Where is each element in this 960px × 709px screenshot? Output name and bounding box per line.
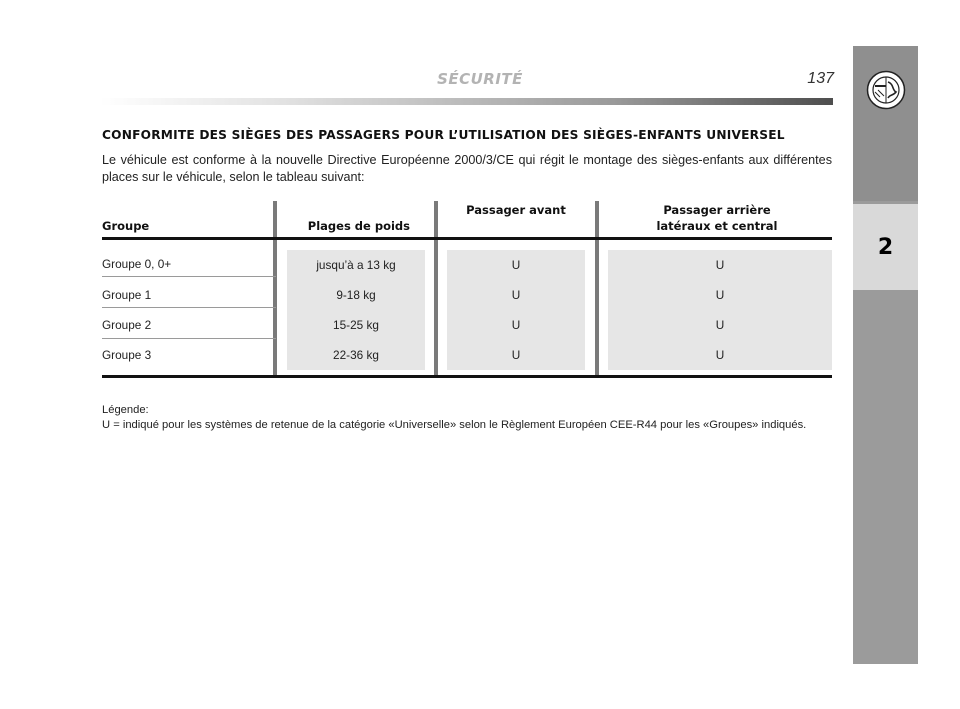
table-header-rule xyxy=(102,237,832,240)
alfa-romeo-logo-icon xyxy=(866,70,906,110)
table-cell-weight: 15-25 kg xyxy=(287,310,425,340)
legend-text: U = indiqué pour les systèmes de retenue de la catégorie «Universelle» selon le Règlement Européen CEE-R44 pour les «Groupes» indiqués. xyxy=(102,419,807,431)
column-header-weight: Plages de poids xyxy=(307,219,410,233)
column-header-rear-line1: Passager arrière xyxy=(663,203,771,217)
header-rule xyxy=(100,98,833,105)
column-separator xyxy=(595,201,599,376)
table-cell-rear: U xyxy=(608,280,832,310)
column-header-rear-line2: latéraux et central xyxy=(656,219,778,233)
table-row-group: Groupe 0, 0+ xyxy=(102,257,172,271)
table-cell-front: U xyxy=(447,280,585,310)
row-divider xyxy=(102,307,276,308)
chapter-tab-strip xyxy=(853,46,918,664)
chapter-tab-active[interactable] xyxy=(853,204,918,290)
tab-lower-area xyxy=(853,293,918,664)
page-number: 137 xyxy=(807,70,834,87)
table-cell-rear: U xyxy=(608,310,832,340)
section-title: CONFORMITE DES SIÈGES DES PASSAGERS POUR L’UTILISATION DES SIÈGES-ENFANTS UNIVERSEL xyxy=(102,128,785,142)
table-row-group: Groupe 1 xyxy=(102,288,152,302)
table-cell-front: U xyxy=(447,310,585,340)
table-cell-front: U xyxy=(447,250,585,280)
page-header-title: SÉCURITÉ xyxy=(437,70,523,88)
legend-title: Légende: xyxy=(102,404,149,416)
table-cell-weight: jusqu’à a 13 kg xyxy=(287,250,425,280)
tab-logo-area xyxy=(853,46,918,201)
column-header-front: Passager avant xyxy=(466,203,566,217)
column-header-group: Groupe xyxy=(102,219,150,233)
table-cell-weight: 9-18 kg xyxy=(287,280,425,310)
table-row-group: Groupe 2 xyxy=(102,318,152,332)
column-separator xyxy=(273,201,277,376)
table-cell-rear: U xyxy=(608,340,832,370)
table-bottom-rule xyxy=(102,375,832,378)
table-cell-rear: U xyxy=(608,250,832,280)
legend xyxy=(102,403,842,433)
intro-paragraph: Le véhicule est conforme à la nouvelle Directive Européenne 2000/3/CE qui régit le montage des sièges-enfants aux différentes places sur le véhicule, selon le tableau suivant: xyxy=(102,153,832,184)
column-separator xyxy=(434,201,438,376)
table-cell-front: U xyxy=(447,340,585,370)
row-divider xyxy=(102,338,276,339)
row-divider xyxy=(102,276,276,277)
table-row-group: Groupe 3 xyxy=(102,348,152,362)
table-cell-weight: 22-36 kg xyxy=(287,340,425,370)
chapter-number: 2 xyxy=(877,234,894,260)
